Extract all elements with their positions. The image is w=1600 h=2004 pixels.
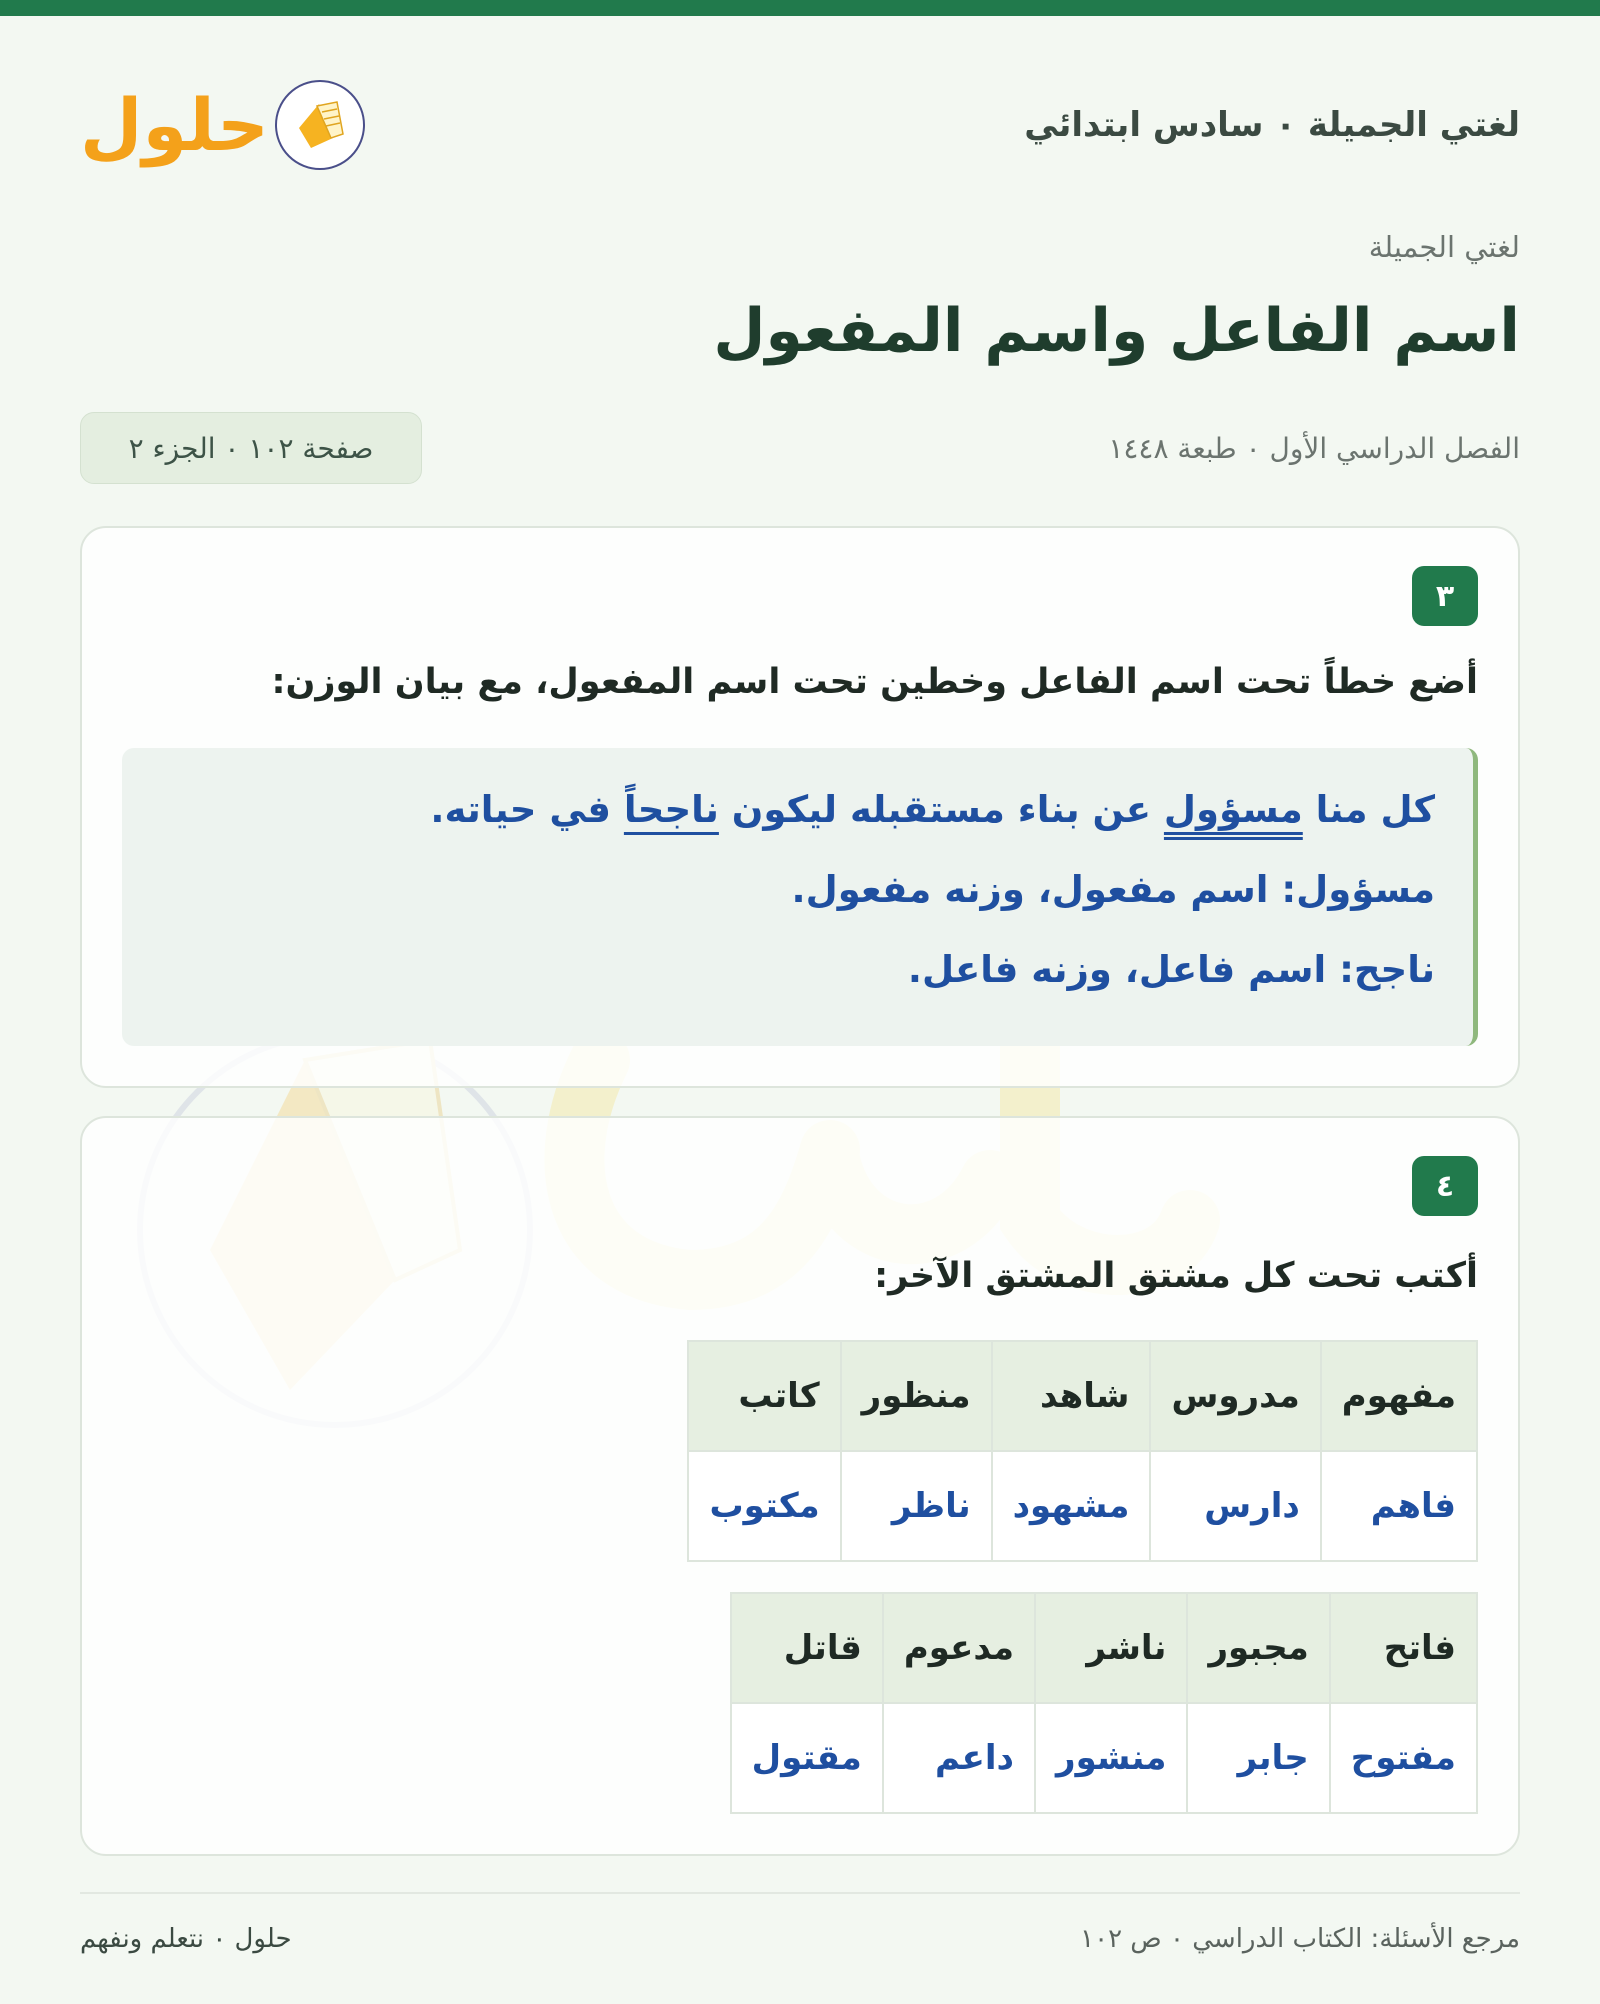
answer-cell: فاهم	[1321, 1451, 1477, 1561]
derivatives-table-2	[730, 1592, 1478, 1814]
answer-sentence	[160, 770, 1435, 850]
table-cell: مدروس	[1150, 1341, 1320, 1451]
table-cell: قاتل	[731, 1593, 883, 1703]
answer-cell: مفتوح	[1330, 1703, 1477, 1813]
answer-box	[122, 748, 1478, 1046]
sentence-part: عن بناء مستقبله ليكون	[718, 788, 1164, 831]
answer-cell: دارس	[1150, 1451, 1320, 1561]
table-cell: كاتب	[688, 1341, 840, 1451]
footer-brand[interactable]: حلول ٠ نتعلم ونفهم	[80, 1924, 292, 1954]
logo-text: حلول	[80, 83, 269, 167]
answer-cell: مشهود	[992, 1451, 1151, 1561]
sentence-part: في حياته.	[430, 788, 624, 831]
table-cell: فاتح	[1330, 1593, 1477, 1703]
page-header	[80, 60, 1520, 190]
table-cell: مفهوم	[1321, 1341, 1477, 1451]
answer-line-1: مسؤول: اسم مفعول، وزنه مفعول.	[791, 868, 1435, 911]
footer-reference: مرجع الأسئلة: الكتاب الدراسي ٠ ص ١٠٢	[1080, 1924, 1520, 1954]
question-number-badge: ٣	[1412, 566, 1478, 626]
question-text: أضع خطاً تحت اسم الفاعل وخطين تحت اسم المفعول، مع بيان الوزن:	[271, 662, 1478, 702]
answer-line-2: ناجح: اسم فاعل، وزنه فاعل.	[907, 948, 1435, 991]
answer-cell: داعم	[883, 1703, 1035, 1813]
table-cell: مدعوم	[883, 1593, 1035, 1703]
sentence-part: كل منا	[1302, 788, 1435, 831]
header-title: لغتي الجميلة ٠ سادس ابتدائي	[1024, 105, 1520, 145]
table-cell: ناشر	[1035, 1593, 1187, 1703]
answer-cell: ناظر	[841, 1451, 992, 1561]
derivatives-table-1	[687, 1340, 1478, 1562]
answer-cell: مكتوب	[688, 1451, 840, 1561]
table-cell: منظور	[841, 1341, 992, 1451]
table-cell: مجبور	[1187, 1593, 1329, 1703]
top-accent-bar	[0, 0, 1600, 16]
answer-cell: جابر	[1187, 1703, 1329, 1813]
answer-cell: منشور	[1035, 1703, 1187, 1813]
lesson-title: اسم الفاعل واسم المفعول	[713, 296, 1520, 366]
site-logo[interactable]	[80, 80, 365, 170]
table-row	[688, 1451, 1477, 1561]
table-row	[731, 1703, 1477, 1813]
answer-cell: مقتول	[731, 1703, 883, 1813]
table-cell: شاهد	[992, 1341, 1151, 1451]
book-icon	[275, 80, 365, 170]
double-underlined-word: مسؤول	[1163, 788, 1303, 831]
question-text: أكتب تحت كل مشتق المشتق الآخر:	[874, 1256, 1478, 1296]
table-row	[731, 1593, 1477, 1703]
page-chip: صفحة ١٠٢ ٠ الجزء ٢	[80, 412, 422, 484]
question-card-3	[80, 526, 1520, 1088]
footer-divider	[80, 1892, 1520, 1894]
semester-meta: الفصل الدراسي الأول ٠ طبعة ١٤٤٨	[1108, 432, 1520, 465]
single-underlined-word: ناجحاً	[623, 788, 719, 831]
question-card-4	[80, 1116, 1520, 1856]
subject-label: لغتي الجميلة	[1368, 230, 1520, 264]
question-number-badge: ٤	[1412, 1156, 1478, 1216]
table-row	[688, 1341, 1477, 1451]
